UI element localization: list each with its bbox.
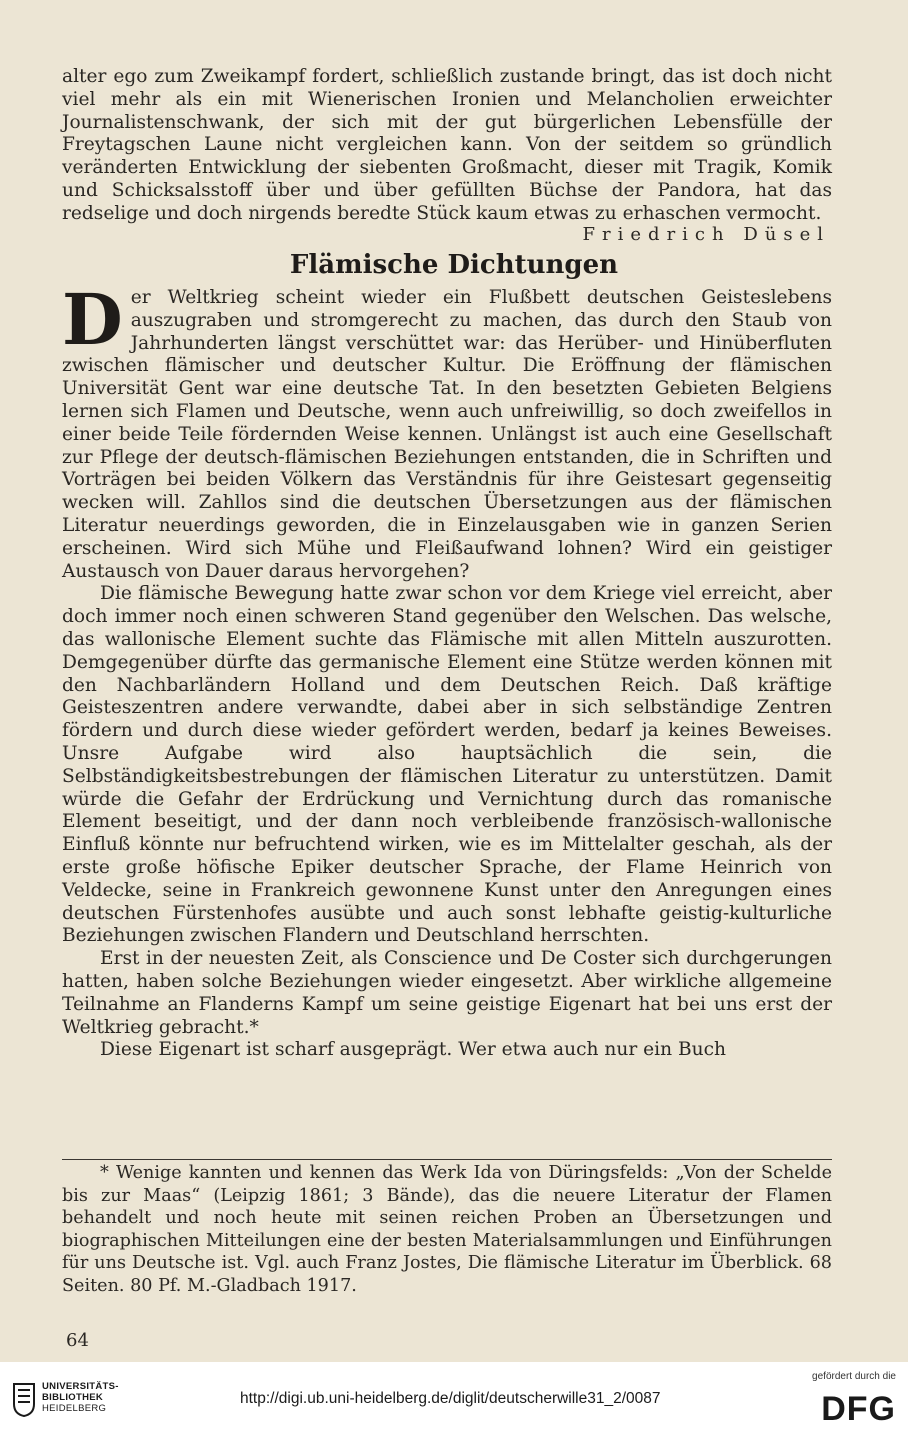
paragraph-1-text: er Weltkrieg scheint wieder ein Flußbett deutschen Geisteslebens auszugraben und stromgerecht zu machen, das durch den Staub von Jahrhunderten längst verschüttet war: das Herüber- und Hinüberfluten zwischen flämischer und deutscher Kultur. Die Eröffnung der flämischen Universität Gent war eine deutsche Tat. In den besetzten Gebieten Belgiens lernen sich Flamen und Deutsche, wenn auch unfreiwillig, so doch zweifellos in einer beide Teile fördernden Weise kennen. Unlängst ist auch eine Gesellschaft zur Pflege der deutsch-flämischen Beziehungen entstanden, die in Schriften und Vorträgen bei beiden Völkern das Verständnis für ihre Geistesart gegenseitig wecken will. Zahllos sind die deutschen Übersetzungen aus der flämischen Literatur neuerdings geworden, die in Einzelausgaben wie in ganzen Serien erscheinen. Wird sich Mühe und Fleißaufwand lohnen? Wird ein geistiger Austausch von Dauer daraus hervorgehen?: [62, 287, 832, 582]
drop-cap: D: [62, 278, 123, 361]
footnote: [62, 1162, 832, 1298]
paragraph-1: [62, 278, 832, 583]
page-number: 64: [66, 1330, 89, 1351]
article-body: [62, 278, 832, 1062]
footnote-text: * Wenige kannten und kennen das Werk Ida von Düringsfelds: „Von der Schelde bis zur Maas“ (Leipzig 1861; 3 Bände), das die neuere Literatur der Flamen behandelt und noch heute mit seinen reichen Proben an Übersetzungen und biographischen Mitteilungen eine der besten Materialsammlungen und Einführungen für uns Deutsche ist. Vgl. auch Franz Jostes, Die flämische Literatur im Überblick. 68 Seiten. 80 Pf. M.-Gladbach 1917.: [62, 1163, 832, 1296]
author-signature: Friedrich Düsel: [582, 224, 830, 245]
intro-paragraph: [62, 66, 832, 226]
digitization-footer: [0, 1362, 908, 1440]
paragraph-4: Diese Eigenart ist scharf ausgeprägt. Wer etwa auch nur ein Buch: [100, 1039, 726, 1061]
paragraph-2: Die flämische Bewegung hatte zwar schon vor dem Kriege viel erreicht, aber doch immer noch einen schweren Stand gegenüber den Welschen. Das welsche, das wallonische Element suchte das Flämische mit allen Mitteln auszurotten. Demgegenüber dürfte das germanische Element eine Stütze werden können mit den Nachbarländern Holland und dem Deutschen Reich. Daß kräftige Geisteszentren andere verwandte, dabei aber in sich selbständige Zentren fördern und durch diese wieder gefördert werden, bedarf ja keines Beweises. Unsre Aufgabe wird also hauptsächlich die sein, die Selbständigkeitsbestrebungen der flämischen Literatur zu unterstützen. Damit würde die Gefahr der Erdrückung und Vernichtung durch das romanische Element beseitigt, und der dann noch verbleibende französisch-wallonische Einfluß könnte nur befruchtend wirken, wie es im Mittelalter geschah, als der erste große höfische Epiker deutscher Sprache, der Flame Heinrich von Veldecke, seine in Frankreich gewonnene Kunst unter den Anregungen eines deutschen Fürstenhofes ausübte und auch sonst lebhafte geistig-kulturliche Beziehungen zwischen Flandern und Deutschland herrschten.: [62, 583, 832, 947]
dfg-logo: DFG: [821, 1390, 896, 1428]
library-line-2: BIBLIOTHEK: [42, 1392, 104, 1403]
article-title: Flämische Dichtungen: [289, 250, 619, 280]
intro-text: alter ego zum Zweikampf fordert, schließlich zustande bringt, das ist doch nicht viel mehr als ein mit Wienerischen Ironien und Melancholien erweichter Journalistenschwank, der sich mit der gut bürgerlichen Lebensfülle der Freytagschen Laune nicht vergleichen kann. Von der seitdem so gründlich veränderten Entwicklung der siebenten Großmacht, dieser mit Tragik, Komik und Schicksalsstoff über und über gefüllten Büchse der Pandora, hat das redselige und doch nirgends beredte Stück kaum etwas zu erhaschen vermocht.: [62, 66, 832, 224]
funded-by-label: gefördert durch die: [812, 1371, 896, 1382]
library-name: [42, 1381, 119, 1414]
source-url[interactable]: http://digi.ub.uni-heidelberg.de/diglit/deutscherwille31_2/0087: [240, 1390, 661, 1407]
university-seal-icon: [12, 1382, 36, 1418]
paragraph-3: Erst in der neuesten Zeit, als Conscience und De Coster sich durchgerungen hatten, haben solche Beziehungen wieder eingesetzt. Aber wirkliche allgemeine Teilnahme an Flanderns Kampf um seine geistige Eigenart hat bei uns erst der Weltkrieg gebracht.*: [62, 948, 832, 1038]
library-line-1: UNIVERSITÄTS-: [42, 1381, 119, 1392]
footnote-divider: [62, 1159, 832, 1160]
library-line-3: HEIDELBERG: [42, 1403, 107, 1414]
